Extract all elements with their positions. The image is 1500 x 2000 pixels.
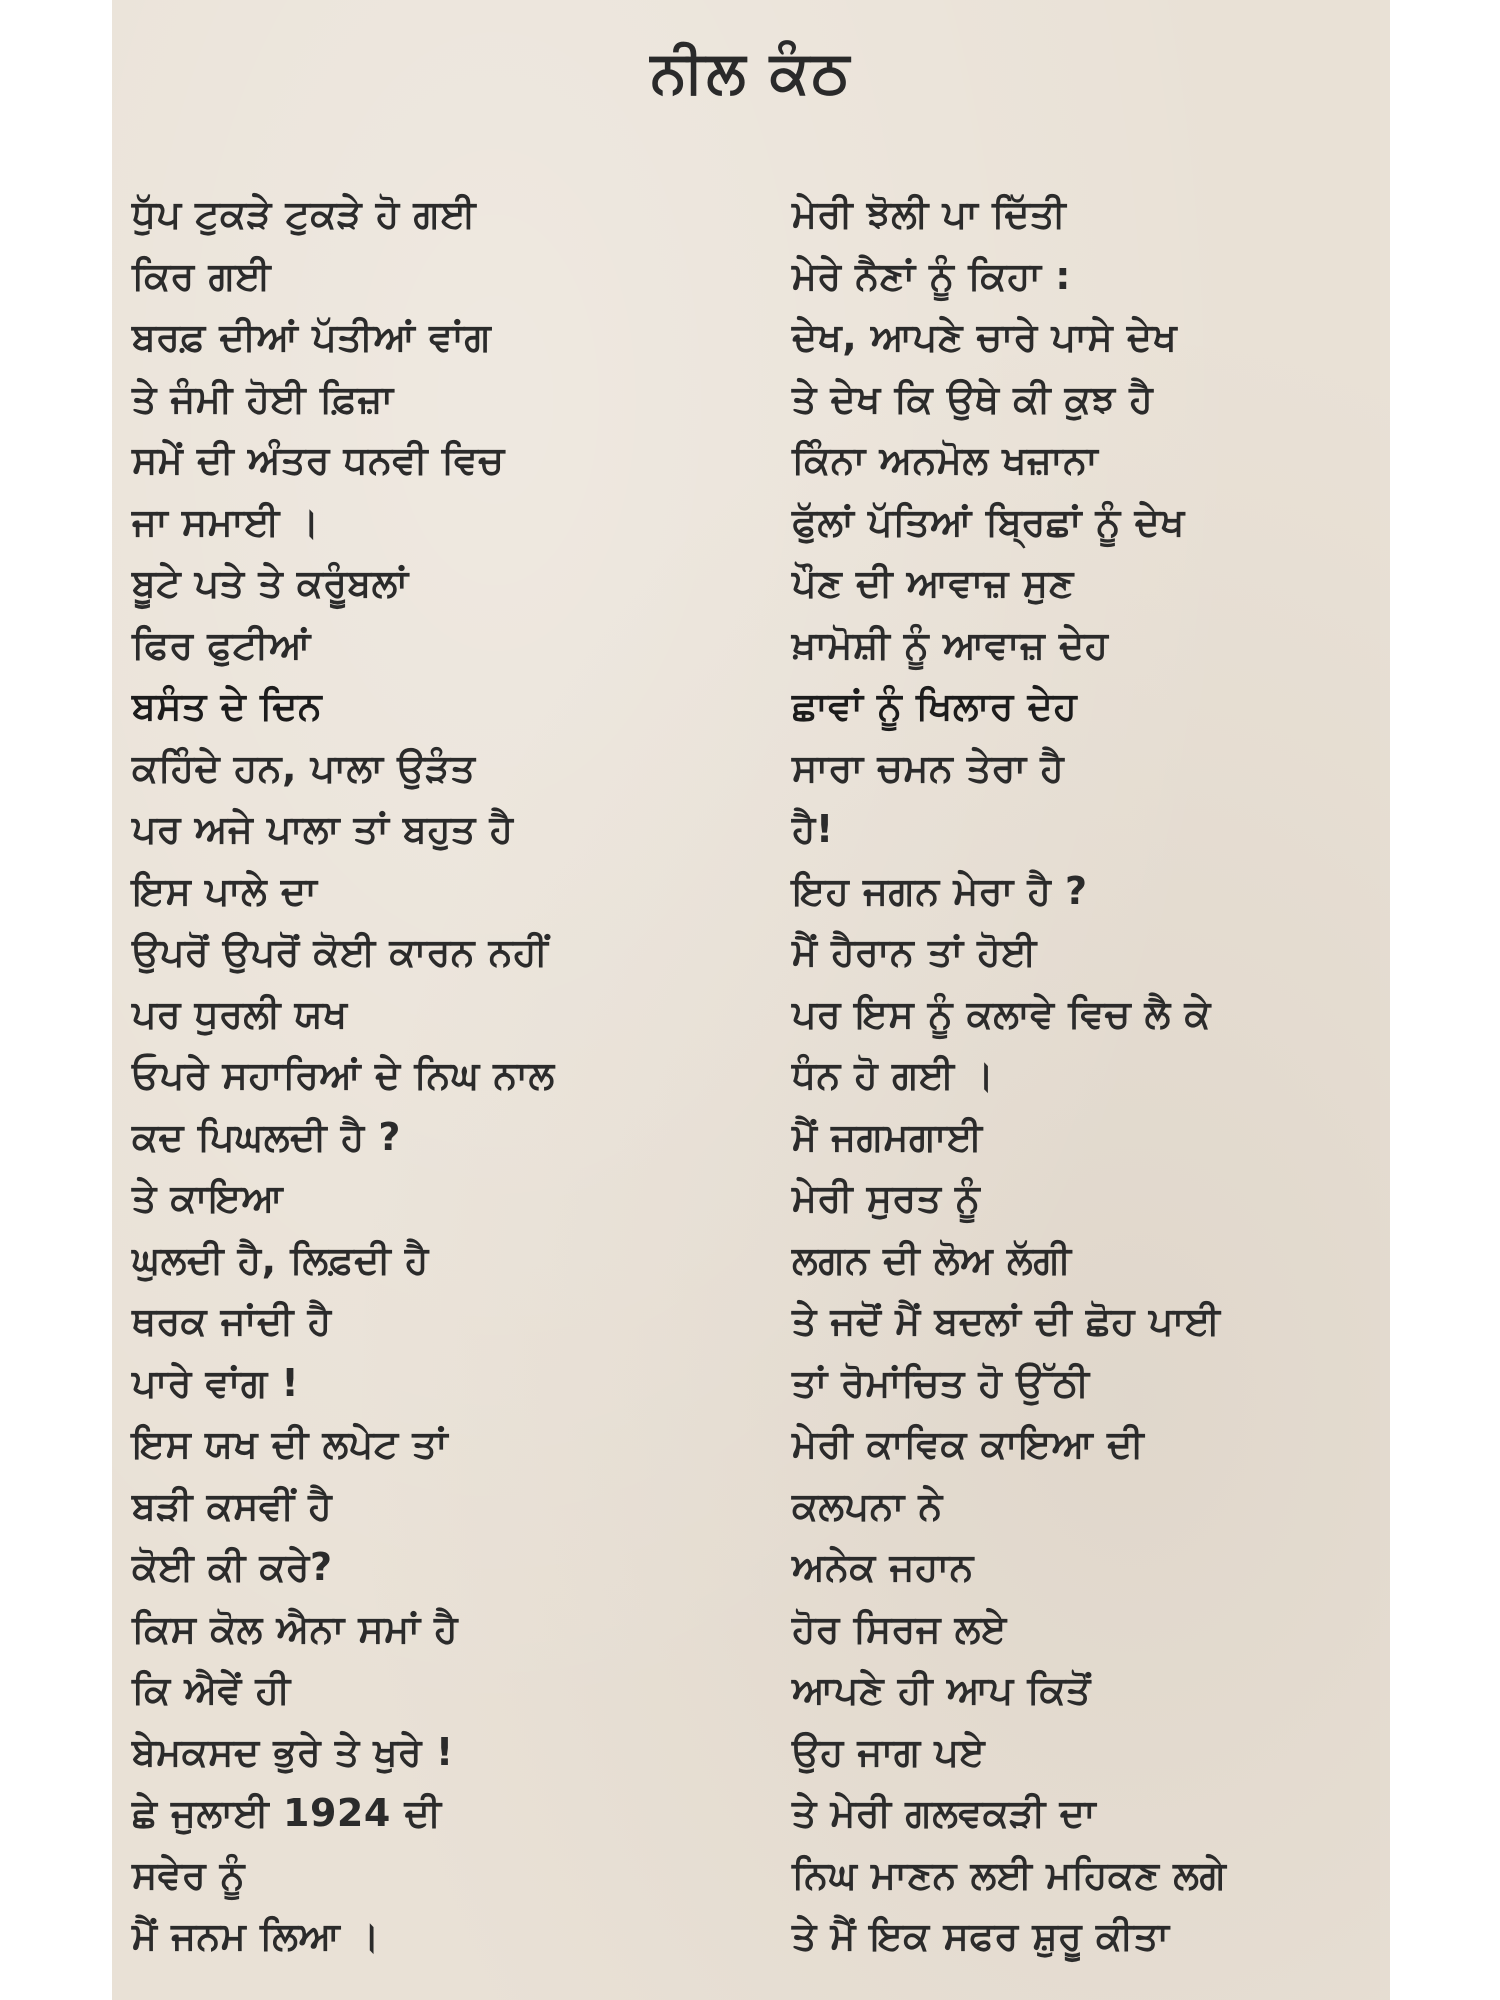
poem-line: ਬੇਮਕਸਦ ਭੁਰੇ ਤੇ ਖੁਰੇ ! xyxy=(132,1729,454,1774)
poem-line: ਫੁੱਲਾਂ ਪੱਤਿਆਂ ਬ੍ਰਿਛਾਂ ਨੂੰ ਦੇਖ xyxy=(792,499,1185,544)
poem-line: ਕੋਈ ਕੀ ਕਰੇ? xyxy=(132,1545,333,1589)
poem-line: ਹੋਰ ਸਿਰਜ ਲਏ xyxy=(792,1606,1007,1651)
poem-line: ਲਗਨ ਦੀ ਲੋਅ ਲੱਗੀ xyxy=(792,1237,1072,1282)
poem-line: ਖ਼ਾਮੋਸ਼ੀ ਨੂੰ ਆਵਾਜ਼ ਦੇਹ xyxy=(792,622,1109,667)
poem-line: ਮੈਂ ਹੈਰਾਨ ਤਾਂ ਹੋਈ xyxy=(792,930,1037,974)
poem-line: ਮੇਰੀ ਸੁਰਤ ਨੂੰ xyxy=(792,1176,981,1220)
poem-line: ਪਰ ਇਸ ਨੂੰ ਕਲਾਵੇ ਵਿਚ ਲੈ ਕੇ xyxy=(792,991,1211,1036)
poem-line: ਤਾਂ ਰੋਮਾਂਚਿਤ ਹੋ ਉੱਠੀ xyxy=(792,1360,1090,1405)
poem-line: ਨਿਘ ਮਾਣਨ ਲਈ ਮਹਿਕਣ ਲਗੇ xyxy=(792,1852,1227,1897)
poem-line: ਕਿਸ ਕੋਲ ਐਨਾ ਸਮਾਂ ਹੈ xyxy=(132,1606,459,1651)
poem-line: ਜਾ ਸਮਾਈ । xyxy=(132,499,320,544)
poem-line: ਛਾਵਾਂ ਨੂੰ ਖਿਲਾਰ ਦੇਹ xyxy=(792,684,1078,728)
poem-line: ਸਮੇਂ ਦੀ ਅੰਤਰ ਧਨਵੀ ਵਿਚ xyxy=(132,438,505,482)
poem-line: ਬੜੀ ਕਸਵੀਂ ਹੈ xyxy=(132,1483,333,1528)
poem-line: ਕਿਰ ਗਈ xyxy=(132,253,272,298)
poem-line: ਹੈ! xyxy=(792,807,834,851)
poem-line: ਥਰਕ ਜਾਂਦੀ ਹੈ xyxy=(132,1299,332,1343)
poem-line: ਕਿੰਨਾ ਅਨਮੋਲ ਖਜ਼ਾਨਾ xyxy=(792,438,1099,482)
poem-line: ਤੇ ਜੰਮੀ ਹੋਈ ਫ਼ਿਜ਼ਾ xyxy=(132,376,394,421)
poem-line: ਇਸ ਪਾਲੇ ਦਾ xyxy=(132,868,318,913)
poem-line: ਫਿਰ ਫੁਟੀਆਂ xyxy=(132,622,311,667)
poem-line: ਕਲਪਨਾ ਨੇ xyxy=(792,1483,943,1528)
poem-line: ਬੂਟੇ ਪਤੇ ਤੇ ਕਰੂੰਬਲਾਂ xyxy=(132,561,409,605)
poem-line: ਉਹ ਜਾਗ ਪਏ xyxy=(792,1729,986,1774)
poem-line: ਆਪਣੇ ਹੀ ਆਪ ਕਿਤੋਂ xyxy=(792,1668,1091,1712)
poem-line: ਘੁਲਦੀ ਹੈ, ਲਿਫ਼ਦੀ ਹੈ xyxy=(132,1237,429,1282)
poem-line: ਤੇ ਮੈਂ ਇਕ ਸਫਰ ਸ਼ੁਰੂ ਕੀਤਾ xyxy=(792,1914,1170,1958)
poem-line: ਤੇ ਦੇਖ ਕਿ ਉਥੇ ਕੀ ਕੁਝ ਹੈ xyxy=(792,376,1154,421)
poem-line: ਮੇਰੀ ਕਾਵਿਕ ਕਾਇਆ ਦੀ xyxy=(792,1422,1145,1466)
poem-line: ਬਸੰਤ ਦੇ ਦਿਨ xyxy=(132,684,323,728)
poem-line: ਓਪਰੇ ਸਹਾਰਿਆਂ ਦੇ ਨਿਘ ਨਾਲ xyxy=(132,1053,555,1097)
poem-line: ਪਰ ਧੁਰਲੀ ਯਖ xyxy=(132,991,348,1036)
poem-line: ਪਰ ਅਜੇ ਪਾਲਾ ਤਾਂ ਬਹੁਤ ਹੈ xyxy=(132,807,514,851)
poem-column-left xyxy=(132,184,732,1968)
poem-line: ਧੰਨ ਹੋ ਗਈ । xyxy=(792,1053,995,1097)
poem-line: ਸਾਰਾ ਚਮਨ ਤੇਰਾ ਹੈ xyxy=(792,745,1065,790)
poem-line: ਅਨੇਕ ਜਹਾਨ xyxy=(792,1545,974,1589)
poem-line: ਪਾਰੇ ਵਾਂਗ ! xyxy=(132,1360,300,1405)
poem-line: ਤੇ ਕਾਇਆ xyxy=(132,1176,284,1220)
poem-line: ਇਹ ਜਗਨ ਮੇਰਾ ਹੈ ? xyxy=(792,868,1088,913)
poem-line: ਛੇ ਜੁਲਾਈ 1924 ਦੀ xyxy=(132,1791,442,1835)
poem-line: ਤੇ ਮੇਰੀ ਗਲਵਕੜੀ ਦਾ xyxy=(792,1791,1097,1835)
poem-line: ਮੇਰੇ ਨੈਣਾਂ ਨੂੰ ਕਿਹਾ : xyxy=(792,253,1071,298)
poem-line: ਕਹਿੰਦੇ ਹਨ, ਪਾਲਾ ਉੜੰਤ xyxy=(132,745,476,790)
poem-line: ਉਪਰੋਂ ਉਪਰੋਂ ਕੋਈ ਕਾਰਨ ਨਹੀਂ xyxy=(132,930,549,974)
poem-title: ਨੀਲ ਕੰਠ xyxy=(650,38,852,106)
scanned-page xyxy=(112,0,1390,2000)
poem-line: ਕਿ ਐਵੇਂ ਹੀ xyxy=(132,1668,291,1712)
poem-line: ਤੇ ਜਦੋਂ ਮੈਂ ਬਦਲਾਂ ਦੀ ਛੋਹ ਪਾਈ xyxy=(792,1299,1221,1343)
poem-line: ਦੇਖ, ਆਪਣੇ ਚਾਰੇ ਪਾਸੇ ਦੇਖ xyxy=(792,315,1178,359)
poem-line: ਮੈਂ ਜਗਮਗਾਈ xyxy=(792,1114,983,1159)
poem-column-right xyxy=(792,184,1382,1968)
poem-line: ਧੁੱਪ ਟੁਕੜੇ ਟੁਕੜੇ ਹੋ ਗਈ xyxy=(132,192,477,236)
poem-line: ਇਸ ਯਖ ਦੀ ਲਪੇਟ ਤਾਂ xyxy=(132,1422,448,1466)
poem-line: ਸਵੇਰ ਨੂੰ xyxy=(132,1852,246,1897)
poem-line: ਪੌਣ ਦੀ ਆਵਾਜ਼ ਸੁਣ xyxy=(792,561,1074,605)
poem-line: ਬਰਫ਼ ਦੀਆਂ ਪੱਤੀਆਂ ਵਾਂਗ xyxy=(132,315,492,359)
poem-line: ਮੈਂ ਜਨਮ ਲਿਆ । xyxy=(132,1914,381,1958)
poem-line: ਮੇਰੀ ਝੋਲੀ ਪਾ ਦਿੱਤੀ xyxy=(792,192,1067,236)
poem-line: ਕਦ ਪਿਘਲਦੀ ਹੈ ? xyxy=(132,1114,401,1159)
